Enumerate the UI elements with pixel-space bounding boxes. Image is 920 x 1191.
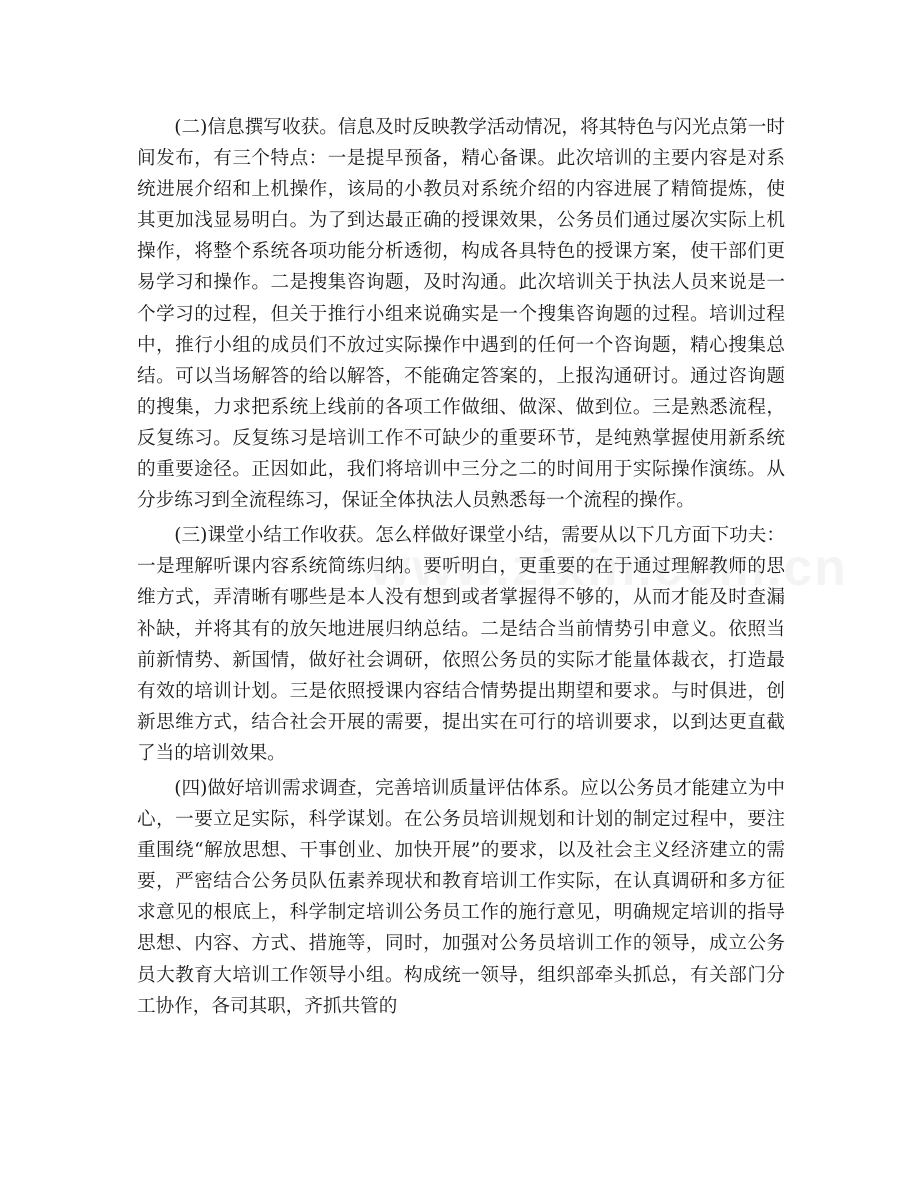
paragraph-information-writing: (二)信息撰写收获。信息及时反映教学活动情况，将其特色与闪光点第一时间发布，有三个特点：一是提早预备，精心备课。此次培训的主要内容是对系统进展介绍和上机操作，该局的小教员对系统介绍的内容进展了精简提炼，使其更加浅显易明白。为了到达最正确的授课效果，公务员们通过屡次实际上机操作，将整个系统各项功能分析透彻，构成各具特色的授课方案，使干部们更易学习和操作。二是搜集咨询题，及时沟通。此次培训关于执法人员来说是一个学习的过程，但关于推行小组来说确实是一个搜集咨询题的过程。培训过程中，推行小组的成员们不放过实际操作中遇到的任何一个咨询题，精心搜集总结。可以当场解答的给以解答，不能确定答案的，上报沟通研讨。通过咨询题的搜集，力求把系统上线前的各项工作做细、做深、做到位。三是熟悉流程，反复练习。反复练习是培训工作不可缺少的重要环节，是纯熟掌握使用新系统的重要途径。正因如此，我们将培训中三分之二的时间用于实际操作演练。从分步练习到全流程练习，保证全体执法人员熟悉每一个流程的操作。 bbox=[137, 117, 785, 512]
paragraph-training-needs: (四)做好培训需求调查，完善培训质量评估体系。应以公务员才能建立为中心，一要立足实际，科学谋划。在公务员培训规划和计划的制定过程中，要注重围绕“解放思想、干事创业、加快开展”的要求，以及社会主义经济建立的需要，严密结合公务员队伍素养现状和教育培训工作实际，在认真调研和多方征求意见的根底上，科学制定培训公务员工作的施行意见，明确规定培训的指导思想、内容、方式、措施等，同时，加强对公务员培训工作的领导，成立公务员大教育大培训工作领导小组。构成统一领导，组织部牵头抓总，有关部门分工协作，各司其职，齐抓共管的 bbox=[137, 777, 785, 1017]
document-body bbox=[137, 112, 785, 1026]
paragraph-classroom-summary: (三)课堂小结工作收获。怎么样做好课堂小结，需要从以下几方面下功夫：一是理解听课内容系统简练归纳。要听明白，更重要的在于通过理解教师的思维方式，弄清晰有哪些是本人没有想到或者掌握得不够的，从而才能及时查漏补缺，并将其有的放矢地进展归纳总结。二是结合当前情势引申意义。依照当前新情势、新国情，做好社会调研，依照公务员的实际才能量体裁衣，打造最有效的培训计划。三是依照授课内容结合情势提出期望和要求。与时俱进，创新思维方式，结合社会开展的需要，提出实在可行的培训要求，以到达更直截了当的培训效果。 bbox=[137, 525, 785, 764]
